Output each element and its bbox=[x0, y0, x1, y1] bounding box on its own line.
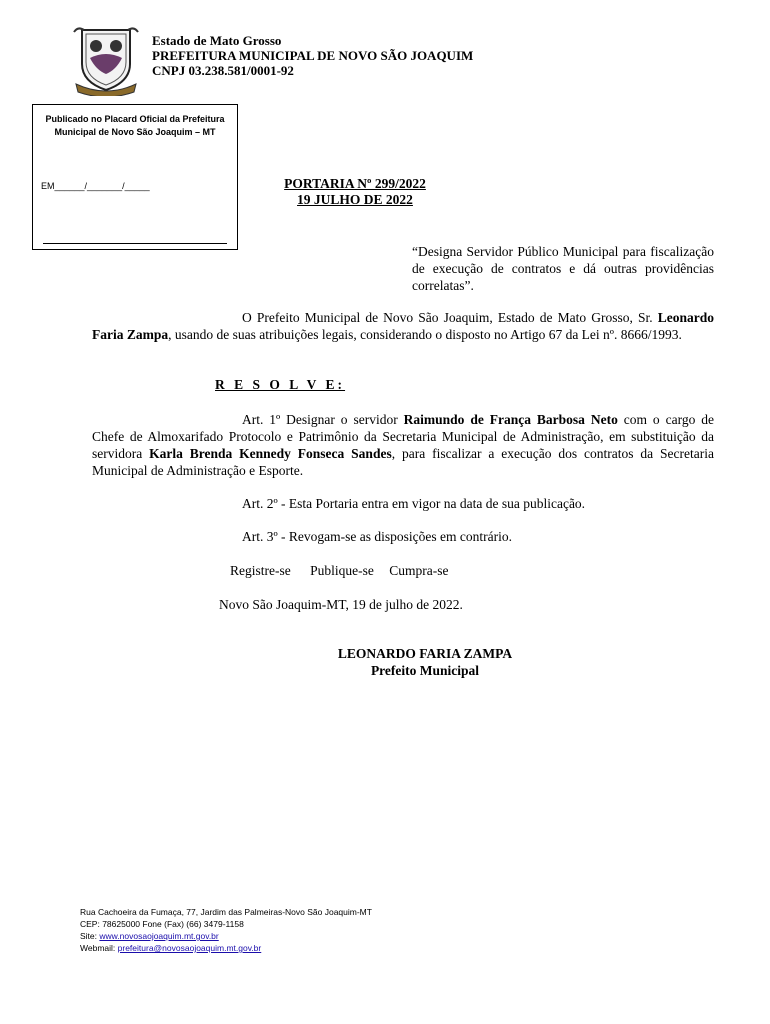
art1-text-3: , para fiscalizar a execução dos contratos da Secretaria Municipal de Administração e Esporte. bbox=[92, 446, 715, 478]
signature-name: LEONARDO FARIA ZAMPA bbox=[337, 646, 513, 661]
portaria-date: 19 JULHO DE 2022 bbox=[297, 192, 413, 207]
closing-registre: Registre-se bbox=[230, 563, 291, 578]
preamble-paragraph bbox=[92, 309, 714, 343]
letterhead-prefeitura: PREFEITURA MUNICIPAL DE NOVO SÃO JOAQUIM bbox=[152, 48, 474, 63]
art1-designated-name: Raimundo de França Barbosa Neto bbox=[403, 412, 618, 427]
article-1 bbox=[92, 411, 714, 479]
footer-cep: CEP: 78625000 Fone (Fax) (66) 3479-1158 bbox=[80, 919, 244, 929]
footer-webmail-row bbox=[80, 942, 372, 954]
article-3: Art. 3º - Revogam-se as disposições em contrário. bbox=[242, 529, 512, 544]
publication-stamp-box bbox=[32, 104, 238, 250]
footer-site-row bbox=[80, 930, 372, 942]
closing-formula bbox=[230, 562, 448, 579]
signature-block bbox=[280, 645, 570, 679]
signature-title: Prefeito Municipal bbox=[370, 663, 480, 678]
footer-site-link[interactable]: www.novosaojoaquim.mt.gov.br bbox=[99, 931, 219, 941]
stamp-title: Publicado no Placard Oficial da Prefeitura Municipal de Novo São Joaquim – MT bbox=[45, 114, 225, 137]
place-date: Novo São Joaquim-MT, 19 de julho de 2022. bbox=[219, 597, 463, 612]
letterhead-state: Estado de Mato Grosso bbox=[152, 33, 282, 48]
footer-webmail-link[interactable]: prefeitura@novosaojoaquim.mt.gov.br bbox=[117, 943, 262, 953]
article-2: Art. 2º - Esta Portaria entra em vigor na data de sua publicação. bbox=[242, 496, 586, 511]
resolve-heading: R E S O L V E: bbox=[215, 377, 346, 392]
art1-replaced-name: Karla Brenda Kennedy Fonseca Sandes bbox=[149, 446, 392, 461]
ementa: “Designa Servidor Público Municipal para fiscalização de execução de contratos e dá outras providências correlatas”. bbox=[412, 244, 714, 293]
art1-text-1: Art. 1º Designar o servidor bbox=[242, 412, 404, 427]
closing-cumpra: Cumpra-se bbox=[389, 563, 449, 578]
preamble-text-1: O Prefeito Municipal de Novo São Joaquim, Estado de Mato Grosso, Sr. bbox=[242, 310, 658, 325]
footer bbox=[80, 906, 372, 954]
closing-publique: Publique-se bbox=[310, 563, 374, 578]
portaria-heading bbox=[250, 176, 460, 208]
footer-address: Rua Cachoeira da Fumaça, 77, Jardim das Palmeiras-Novo São Joaquim-MT bbox=[80, 907, 372, 917]
letterhead-cnpj: CNPJ 03.238.581/0001-92 bbox=[152, 63, 294, 78]
footer-webmail-label: Webmail: bbox=[80, 943, 118, 953]
art1-text-2: com o cargo de Chefe de Almoxarifado Protocolo e Patrimônio da Secretaria Municipal de Administração, em substituição da servidora bbox=[92, 412, 714, 461]
stamp-date-line: EM______/_______/_____ bbox=[41, 181, 150, 191]
preamble-mayor-name: Leonardo Faria Zampa bbox=[92, 310, 714, 342]
footer-site-label: Site: bbox=[80, 931, 100, 941]
municipal-crest-logo bbox=[72, 24, 140, 96]
portaria-number: PORTARIA Nº 299/2022 bbox=[284, 176, 426, 191]
stamp-signature-line bbox=[43, 243, 227, 244]
letterhead bbox=[152, 33, 473, 78]
preamble-text-2: , usando de suas atribuições legais, considerando o disposto no Artigo 67 da Lei nº. 8666/1993. bbox=[168, 327, 682, 342]
